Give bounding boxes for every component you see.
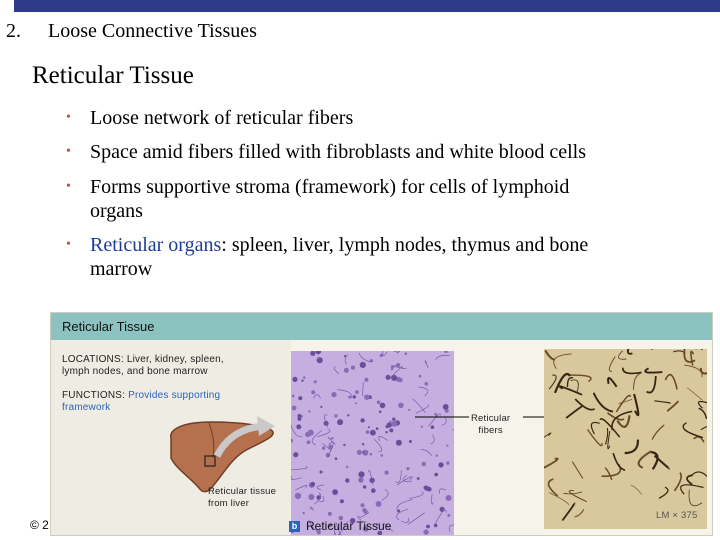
reticular-organs-link[interactable]: Reticular organs (90, 234, 222, 256)
micrograph-cell-dot (355, 402, 357, 404)
micrograph-cell-dot (408, 409, 410, 411)
micrograph-cell-dot (391, 365, 395, 369)
fibers-label-line1: Reticular (471, 413, 511, 424)
micrograph-cell-dot (386, 375, 391, 380)
micrograph-cell-dot (348, 396, 351, 399)
micrograph-cell-dot (425, 486, 430, 491)
micrograph-cell-dot (360, 418, 364, 422)
liver-caption (208, 486, 276, 510)
micrograph-cell-dot (345, 478, 349, 482)
functions-label: FUNCTIONS: (62, 390, 126, 401)
figure-bottom-caption (289, 519, 391, 533)
micrograph-cell-dot (385, 471, 389, 475)
micrograph-cell-dot (368, 426, 370, 428)
reticular-tissue-figure (50, 312, 713, 536)
figure-badge: b (289, 521, 300, 532)
bullet-list (66, 106, 706, 281)
micrograph-cell-dot (355, 390, 359, 394)
locations-value-continued: lymph nodes, and bone marrow (62, 366, 208, 377)
micrograph-cell-dot (353, 395, 356, 398)
bullet-item (66, 140, 706, 164)
micrograph-cell-dot (364, 378, 368, 382)
micrograph-cell-dot (331, 437, 333, 439)
bullet-text-continued: marrow (90, 258, 153, 280)
liver-shape (171, 422, 273, 492)
micrograph-cell-dot (344, 368, 349, 373)
top-bar-notch (0, 0, 14, 12)
bullet-dot-icon: • (66, 144, 71, 159)
bullet-text: : spleen, liver, lymph nodes, thymus and bone (221, 234, 589, 256)
fibers-label-line2: fibers (478, 425, 503, 436)
micrograph-cell-dot (337, 419, 343, 425)
micrograph-cell-dot (434, 524, 438, 528)
micrograph-cell-dot (292, 406, 297, 411)
photomicrograph-background (544, 349, 707, 529)
micrograph-cell-dot (332, 489, 338, 495)
micrograph-cell-dot (362, 443, 364, 445)
functions-value-continued: framework (62, 402, 111, 413)
micrograph-cell-dot (314, 380, 317, 383)
micrograph-cell-dot (302, 512, 304, 514)
liver-illustration (151, 408, 281, 498)
micrograph-cell-dot (362, 451, 364, 453)
micrograph-cell-dot (293, 452, 298, 457)
micrograph-cell-dot (295, 493, 301, 499)
micrograph-cell-dot (343, 444, 345, 446)
bullet-dot-icon: • (66, 179, 71, 194)
micrograph-cell-dot (376, 427, 379, 430)
micrograph-cell-dot (361, 503, 365, 507)
micrograph-cell-dot (387, 422, 392, 427)
micrograph-cell-dot (417, 477, 420, 480)
micrograph-cell-dot (311, 482, 316, 487)
micrograph-cell-dot (308, 410, 310, 412)
bullet-item (66, 175, 706, 223)
figure-header-title: Reticular Tissue (62, 319, 155, 334)
micrograph-cell-dot (296, 424, 301, 429)
bullet-item (66, 106, 706, 130)
micrograph-cell-dot (347, 414, 349, 416)
bullet-text-continued: organs (90, 200, 143, 222)
micrograph-cell-dot (447, 514, 450, 517)
bullet-dot-icon: • (66, 110, 71, 125)
micrograph-cell-dot (366, 430, 370, 434)
micrograph-cell-dot (303, 376, 306, 379)
micrograph-cell-dot (370, 453, 373, 456)
micrograph-cell-dot (371, 488, 376, 493)
micrograph-cell-dot (297, 417, 301, 421)
micrograph-cell-dot (317, 357, 319, 359)
micrograph-cell-dot (392, 418, 395, 421)
micrograph-cell-dot (362, 508, 366, 512)
micrograph-cell-dot (311, 390, 315, 394)
section-heading-text: Loose Connective Tissues (48, 20, 257, 42)
micrograph-cell-dot (398, 403, 404, 409)
micrograph-cell-dot (396, 440, 402, 446)
functions-value: Provides supporting (128, 390, 221, 401)
bullet-item (66, 233, 706, 281)
figure-bottom-caption-text: Reticular Tissue (306, 519, 392, 533)
micrograph-cell-dot (363, 485, 366, 488)
micrograph-cell-dot (446, 495, 452, 501)
section-heading (6, 20, 257, 43)
locations-value: Liver, kidney, spleen, (126, 354, 224, 365)
micrograph-cell-dot (292, 377, 297, 382)
micrograph-cell-dot (308, 494, 314, 500)
micrograph-cell-dot (370, 430, 376, 436)
micrograph-cell-dot (377, 401, 381, 405)
micrograph-cell-dot (357, 450, 362, 455)
liver-caption-line2: from liver (208, 498, 250, 509)
micrograph-cell-dot (334, 414, 337, 417)
micrograph-cell-dot (292, 395, 295, 398)
micrograph-cell-dot (379, 411, 382, 414)
micrograph-cell-dot (298, 396, 302, 400)
micrograph-cell-dot (331, 392, 336, 397)
micrograph-cell-dot (322, 446, 325, 449)
slide-title: Reticular Tissue (32, 62, 194, 89)
bullet-text: Loose network of reticular fibers (90, 107, 354, 129)
micrograph-cell-dot (426, 525, 430, 529)
micrograph-cell-dot (419, 375, 422, 378)
copyright-text: © 2 (30, 518, 49, 532)
micrograph-cell-dot (328, 512, 332, 516)
micrograph-cell-dot (391, 368, 393, 370)
micrograph-cell-dot (307, 440, 311, 444)
micrograph-cell-dot (389, 421, 391, 423)
micrograph-cell-dot (351, 366, 355, 370)
bullet-dot-icon: • (66, 237, 71, 252)
micrograph-cell-dot (405, 352, 408, 355)
micrograph-cell-dot (340, 499, 344, 503)
micrograph-cell-dot (434, 473, 438, 477)
micrograph-cell-dot (364, 395, 369, 400)
section-number: 2. (6, 20, 21, 42)
micrograph-cell-dot (380, 454, 383, 457)
micrograph-cell-dot (298, 414, 302, 418)
micrograph-cell-dot (385, 431, 387, 433)
locations-label: LOCATIONS: (62, 354, 124, 365)
micrograph-cell-dot (440, 507, 445, 512)
bullet-text: Forms supportive stroma (framework) for cells of lymphoid (90, 176, 570, 198)
micrograph-cell-dot (335, 457, 338, 460)
micrograph-cell-dot (346, 466, 348, 468)
micrograph-cell-dot (406, 467, 409, 470)
micrograph-cell-dot (360, 362, 366, 368)
photomicrograph (544, 349, 707, 529)
top-bar (0, 0, 720, 12)
micrograph-cell-dot (391, 421, 397, 427)
micrograph-cell-dot (423, 529, 428, 534)
bullet-text: Space amid fibers filled with fibroblasts and white blood cells (90, 141, 586, 163)
micrograph-cell-dot (425, 382, 429, 386)
magnification-label: LM × 375 (656, 510, 698, 521)
micrograph-cell-dot (305, 432, 310, 437)
micrograph-cell-dot (376, 501, 382, 507)
micrograph-cell-dot (380, 354, 383, 357)
micrograph-cell-dot (320, 406, 322, 408)
micrograph-cell-dot (358, 477, 363, 482)
figure-header (51, 313, 712, 340)
locations-text (62, 354, 224, 378)
liver-caption-line1: Reticular tissue (208, 486, 277, 497)
micrograph-cell-dot (320, 471, 323, 474)
micrograph-cell-dot (344, 355, 346, 357)
micrograph-cell-dot (389, 428, 393, 432)
micrograph-cell-dot (358, 471, 364, 477)
micrograph-cell-dot (301, 380, 303, 382)
micrograph-cell-dot (380, 403, 386, 409)
